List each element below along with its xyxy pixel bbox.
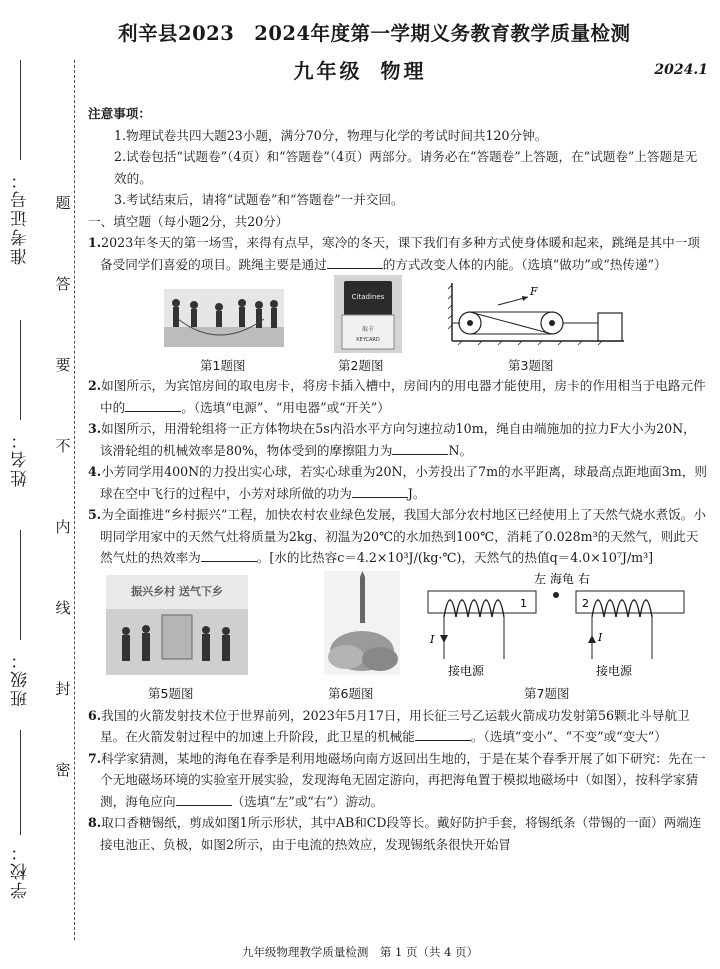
card-text-1: 取卡	[361, 326, 375, 333]
figure-caption: 第3题图	[508, 358, 554, 373]
question-number: 1.	[88, 235, 102, 250]
figure-caption: 第1题图	[200, 358, 246, 373]
note-item: 2.试卷包括“试题卷”（4页）和“答题卷”（4页）两部分。请务必在“答题卷”上答题，在“试题卷”上答题是无效的。	[114, 149, 698, 186]
question-text: 2023年冬天的第一场雪，来得有点早，寒冷的冬天，课下我们有多种方式使身体暖和起来，跳绳是其中一项备受同学们喜爱的项目。跳绳主要是通过	[100, 235, 700, 272]
figure-caption: 第2题图	[338, 358, 384, 373]
banner-text: 振兴乡村 送气下乡	[131, 584, 223, 598]
question-1	[88, 232, 708, 275]
exam-date: 2024.1	[654, 62, 708, 78]
note-item: 3.考试结束后，请将“试题卷”和“答题卷”一并交回。	[114, 192, 404, 207]
question-6	[88, 705, 708, 748]
question-text: 小芳同学用400N的力投出实心球，若实心球重为20N，小芳投出了7m的水平距离，球最高点距地面3m，则球在空中飞行的过程中，小芳对球所做的功为	[100, 464, 707, 501]
subject-label: 物理	[380, 59, 427, 83]
power-label-1: 接电源	[448, 663, 485, 678]
seal-char: 线	[55, 599, 71, 617]
school-field[interactable]	[20, 730, 21, 835]
class-field[interactable]	[20, 530, 21, 640]
question-7	[88, 748, 708, 813]
answer-blank[interactable]	[415, 728, 471, 741]
current-label-1: I	[430, 632, 435, 646]
exam-title: 利辛县2023 2024年度第一学期义务教育教学质量检测	[118, 22, 631, 45]
answer-blank[interactable]	[327, 256, 383, 269]
turtle-label: 海龟	[550, 571, 575, 586]
question-text: N。	[448, 442, 473, 458]
force-label: F	[530, 285, 538, 298]
seal-char: 内	[55, 518, 71, 536]
question-2	[88, 375, 708, 418]
name-label: 姓名：	[11, 430, 31, 487]
turtle-left-label: 左	[534, 571, 547, 586]
figure-caption: 第6题图	[328, 685, 374, 701]
question-text: 为全面推进“乡村振兴”工程，加快农村农业绿色发展，我国大部分农村地区已经使用上了天然气烧水煮饭。小明同学用家中的天然气灶将质量为2kg、初温为20℃的水加热到100℃，消耗了0.028m³的天然气，则此天然气灶的热效率为	[100, 507, 706, 565]
figure-caption: 第5题图	[148, 685, 194, 701]
question-number: 7.	[88, 750, 102, 766]
exam-body	[88, 103, 708, 855]
power-label-2: 接电源	[596, 663, 633, 678]
question-text: 如图所示，用滑轮组将一正方体物块在5s内沿水平方向匀速拉动10m，绳自由端施加的拉力F大小为20N，该滑轮组的机械效率是80%，物体受到的摩擦阻力为	[100, 421, 696, 458]
pulley-diagram	[448, 279, 628, 349]
question-number: 8.	[88, 815, 102, 830]
question-text: 。（选填“变小”、“不变”或“变大”）	[470, 729, 667, 744]
current-label-2: I	[598, 630, 603, 644]
seal-char: 答	[55, 275, 71, 293]
exam-number-label: 准考证号：	[11, 170, 31, 265]
figure-row-2	[88, 569, 708, 705]
figure-caption: 第7题图	[524, 685, 570, 701]
jump-rope-photo	[164, 289, 284, 347]
question-text: 。（选填“电源”、“用电器”或“开关”）	[181, 399, 390, 415]
question-number: 5.	[88, 507, 102, 522]
question-8	[88, 812, 708, 855]
section-heading: 一、填空题（每小题2分，共20分）	[88, 213, 289, 229]
page-footer: 九年级物理教学质量检测 第 1 页（共 4 页）	[241, 945, 479, 959]
village-gas-photo	[106, 575, 248, 675]
card-text-2: KEYCARD	[356, 337, 380, 343]
seal-char: 封	[55, 680, 71, 698]
name-field[interactable]	[20, 320, 21, 420]
binding-margin	[0, 0, 82, 969]
question-number: 3.	[88, 421, 102, 436]
seal-char: 不	[55, 437, 71, 455]
question-text: 取口香糖锡纸，剪成如图1所示形状，其中AB和CD段等长。戴好防护手套，将锡纸条（带锡的一面）两端连接电池正、负极，如图2所示，由于电流的热效应，发现锡纸条很快开始冒	[100, 815, 702, 852]
question-4	[88, 461, 708, 504]
answer-blank[interactable]	[392, 442, 448, 455]
seal-char: 密	[55, 761, 71, 779]
grade-label: 九年级	[293, 59, 363, 83]
question-text: 的方式改变人体的内能。（选填“做功”或“热传递”）	[382, 256, 667, 272]
figure-row-1	[88, 275, 708, 375]
magnetic-field-diagram	[426, 569, 686, 679]
school-label: 学校：	[11, 842, 31, 899]
class-label: 班级：	[11, 650, 31, 707]
question-3	[88, 418, 708, 461]
question-text: （选填“左”或“右”）游动。	[231, 793, 384, 809]
turtle-right-label: 右	[578, 571, 591, 586]
note-item: 1.物理试卷共四大题23小题，满分70分，物理与化学的考试时间共120分钟。	[114, 127, 548, 143]
question-text: 。[水的比热容c＝4.2×10³J/(kg·℃)，天然气的热值q＝4.0×10⁷J/m³]	[256, 550, 654, 565]
question-number: 4.	[88, 464, 102, 479]
answer-blank[interactable]	[201, 549, 257, 562]
notes-heading: 注意事项：	[88, 106, 151, 121]
question-number: 6.	[88, 707, 102, 723]
coil-2-label: 2	[582, 596, 589, 610]
question-text: 我国的火箭发射技术位于世界前列，2023年5月17日，用长征三号乙运载火箭成功发射第56颗北斗导航卫星。在火箭发射过程中的加速上升阶段，此卫星的机械能	[100, 707, 690, 744]
answer-blank[interactable]	[176, 793, 232, 806]
question-text: J。	[407, 485, 426, 501]
question-number: 2.	[88, 378, 102, 393]
card-brand: Citadines	[351, 293, 385, 301]
seal-char: 要	[55, 356, 71, 374]
keycard-photo	[334, 275, 402, 353]
question-text: 科学家猜测，某地的海龟在春季是利用地磁场向南方返回出生地的，于是在某个春季开展了如下研究：先在一个无地磁场环境的实验室开展实验，发现海龟无固定游向，再把海龟置于模拟地磁场中（如图），按科学家猜测，海龟应向	[100, 750, 706, 809]
binding-dashed-line	[74, 60, 75, 940]
exam-subtitle	[0, 55, 720, 84]
seal-char: 题	[55, 194, 71, 212]
question-text: 如图所示，为宾馆房间的取电房卡，将房卡插入槽中，房间内的用电器才能使用，房卡的作用相当于电路元件中的	[100, 378, 706, 415]
answer-blank[interactable]	[352, 485, 408, 498]
answer-blank[interactable]	[125, 399, 181, 412]
question-5	[88, 504, 708, 569]
rocket-photo	[324, 571, 400, 675]
coil-1-label: 1	[520, 596, 527, 610]
